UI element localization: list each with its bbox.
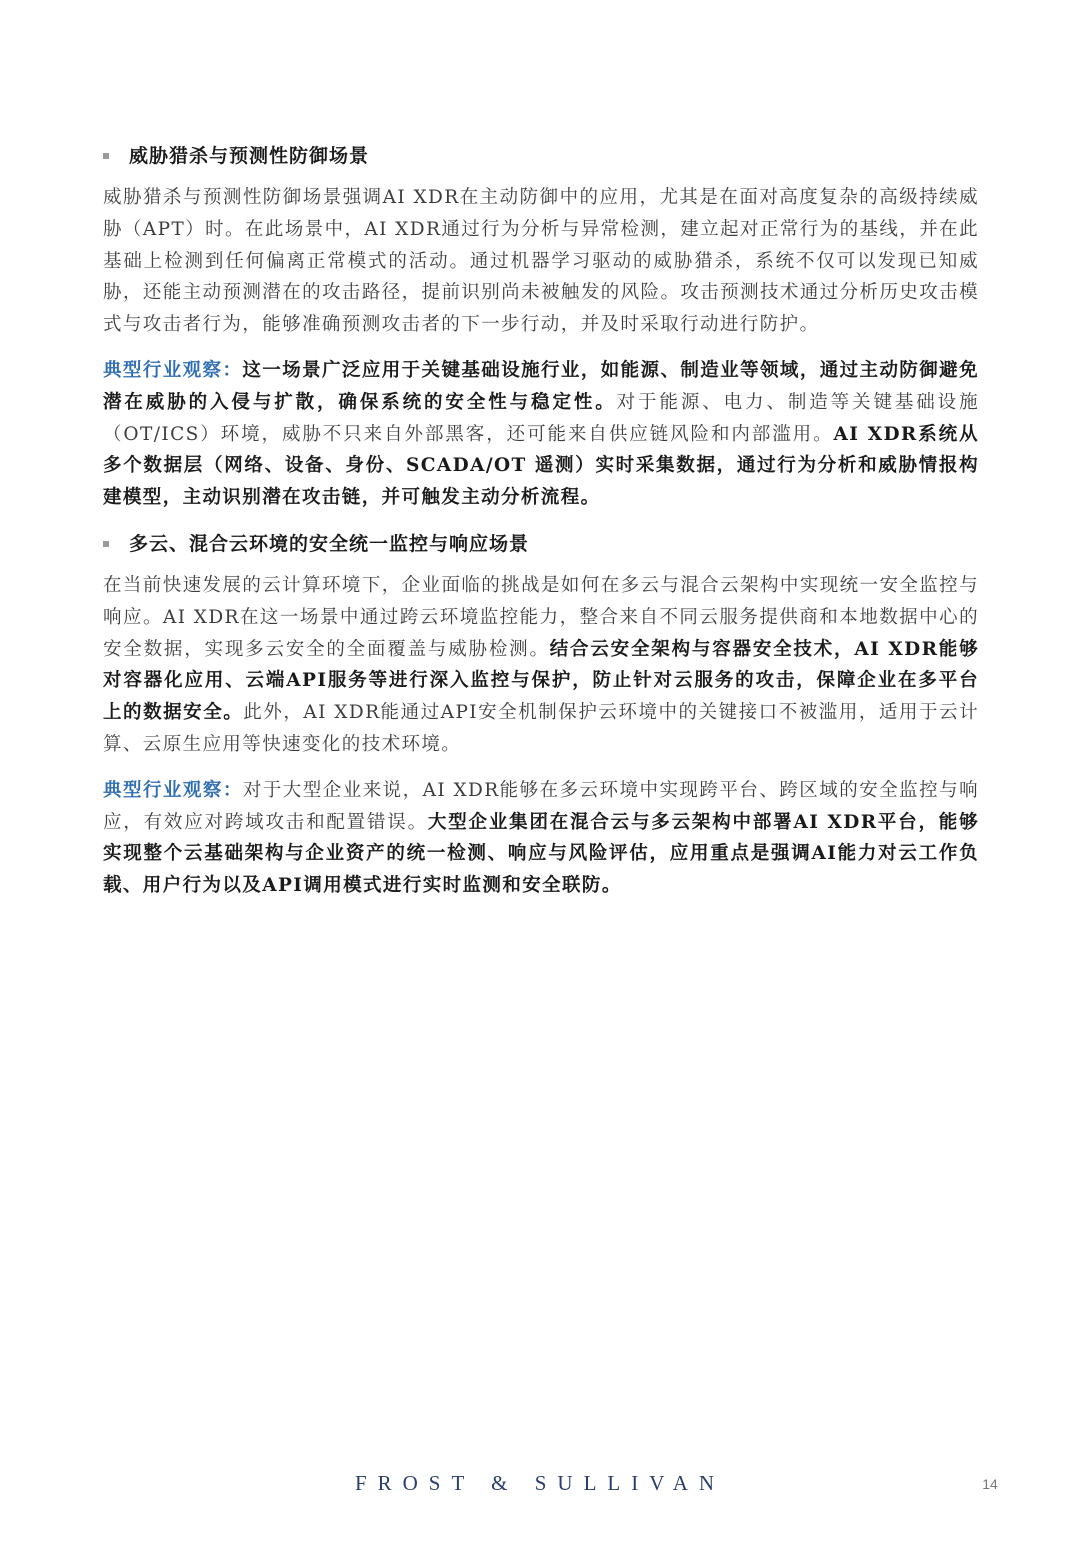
bold-text: 这一场景广泛应用于关键基础设施行业，如能源、制造业等领域，通过主动防御避免潜在威胁的入侵与扩散，确保系统的安全性与稳定性。 bbox=[103, 359, 979, 413]
document-body bbox=[103, 140, 979, 902]
normal-text: 对于能源、电力、制造等关键基础设施（OT/ICS）环境，威胁不只来自外部黑客，还可能来自供应链风险和内部滥用。 bbox=[103, 391, 979, 445]
bullet-icon bbox=[103, 541, 109, 547]
heading-text: 威胁猎杀与预测性防御场景 bbox=[129, 145, 370, 167]
bullet-icon bbox=[103, 153, 109, 159]
bold-text: 结合云安全架构与容器安全技术，AI XDR能够对容器化应用、云端API服务等进行深入监控与保护，防止针对云服务的攻击，保障企业在多平台上的数据安全。 bbox=[103, 638, 979, 724]
frost-sullivan-logo: FROST & SULLIVAN bbox=[354, 1471, 726, 1495]
page-number: 14 bbox=[982, 1476, 998, 1492]
heading-text: 多云、混合云环境的安全统一监控与响应场景 bbox=[129, 532, 530, 555]
bold-text: 大型企业集团在混合云与多云架构中部署AI XDR平台，能够实现整个云基础架构与企业资产的统一检测、响应与风险评估，应用重点是强调AI能力对云工作负载、用户行为以及API调用模式进行实时监测和安全联防。 bbox=[103, 811, 980, 897]
bold-text: AI XDR系统从多个数据层（网络、设备、身份、SCADA/OT 遥测）实时采集数据，通过行为分析和威胁情报构建模型，主动识别潜在攻击链，并可触发主动分析流程。 bbox=[103, 423, 979, 509]
industry-observation-paragraph bbox=[103, 355, 979, 514]
observation-label: 典型行业观察： bbox=[103, 359, 243, 381]
industry-observation-paragraph bbox=[103, 775, 979, 902]
observation-label: 典型行业观察： bbox=[103, 779, 243, 801]
section-heading-multicloud bbox=[103, 528, 979, 560]
normal-text: 此外，AI XDR能通过API安全机制保护云环境中的关键接口不被滥用，适用于云计算、云原生应用等快速变化的技术环境。 bbox=[103, 702, 979, 755]
normal-text: 对于大型企业来说，AI XDR能够在多云环境中实现跨平台、跨区域的安全监控与响应，有效应对跨域攻击和配置错误。 bbox=[103, 779, 979, 833]
paragraph bbox=[103, 570, 979, 761]
paragraph: 威胁猎杀与预测性防御场景强调AI XDR在主动防御中的应用，尤其是在面对高度复杂的高级持续威胁（APT）时。在此场景中，AI XDR通过行为分析与异常检测，建立起对正常行为的基线，并在此基础上检测到任何偏离正常模式的活动。通过机器学习驱动的威胁猎杀，系统不仅可以发现已知威胁，还能主动预测潜在的攻击路径，提前识别尚未被触发的风险。攻击预测技术通过分析历史攻击模式与攻击者行为，能够准确预测攻击者的下一步行动，并及时采取行动进行防护。 bbox=[103, 187, 979, 336]
normal-text: 在当前快速发展的云计算环境下，企业面临的挑战是如何在多云与混合云架构中实现统一安全监控与响应。AI XDR在这一场景中通过跨云环境监控能力，整合来自不同云服务提供商和本地数据中心的安全数据，实现多云安全的全面覆盖与威胁检测。 bbox=[103, 574, 979, 660]
section-heading-threat-hunting bbox=[103, 140, 979, 172]
